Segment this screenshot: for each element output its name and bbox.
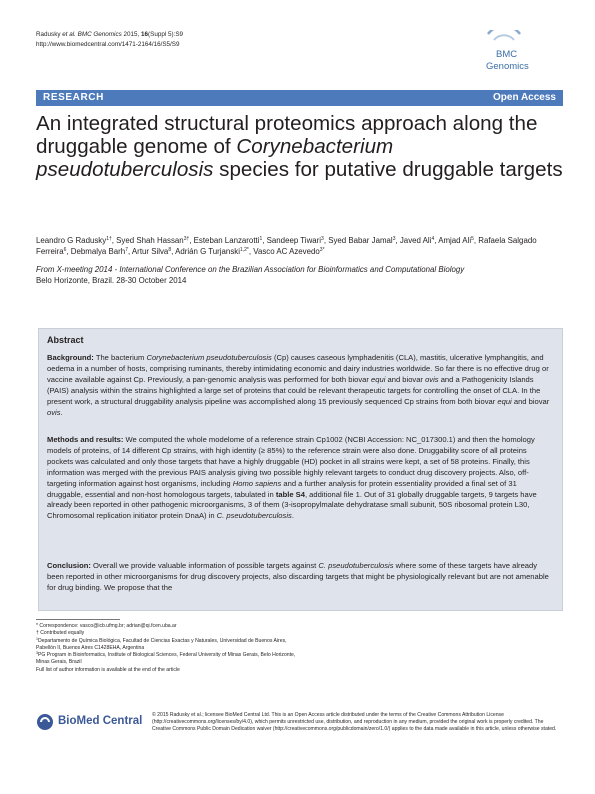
- affiliation-3: $^3$PG Program in Bioinformatics, Institute of Biological Sciences, Federal University of Minas Gerais, Belo Horizonte, Minas Gerais, Brazil: [36, 651, 296, 666]
- conference-name: From X-meeting 2014 - International Conference on the Brazilian Association for Bioinformatics and Computational Biology: [36, 265, 465, 274]
- open-access-label: Open Access: [493, 92, 556, 103]
- author-entry[interactable]: Artur Silva$^8$,: [131, 247, 176, 257]
- author-entry[interactable]: Syed Shah Hassan$^{3\dagger}$,: [116, 236, 194, 245]
- contributed-note: † Contributed equally: [36, 630, 85, 637]
- article-title: An integrated structural proteomics approach along the druggable genome of Corynebacterium pseudotuberculosis species for putative druggable targets: [36, 112, 563, 181]
- publisher-logo-mark: [36, 711, 56, 733]
- abstract-heading: Abstract: [47, 335, 84, 345]
- author-entry[interactable]: Rafaela Salgado Ferreira$^6$,: [36, 236, 537, 257]
- correspondence[interactable]: * Correspondence: vasco@icb.ufmg.br; adrian@qi.fcen.uba.ar: [36, 623, 177, 629]
- author-entry[interactable]: Syed Babar Jamal$^3$,: [328, 236, 400, 245]
- author-info-note: Full list of author information is available at the end of the article: [36, 666, 180, 673]
- article-url[interactable]: http://www.biomedcentral.com/1471-2164/16/S5/S9: [36, 41, 180, 48]
- running-citation: Radusky et al. BMC Genomics 2015, 16(Suppl 5):S9: [36, 31, 184, 38]
- author-entry[interactable]: Adrián G Turjanski$^{1,2*}$,: [175, 247, 254, 257]
- abstract-conclusion: Conclusion: Overall we provide valuable information of possible targets against C. pseudotuberculosis where some of these targets have already been reported in other microorganisms for drug discovery projects, also discarding targets that might be physiologically relevant but are not amenable for drug binding. We propose that the: [47, 561, 549, 592]
- abstract-methods: Methods and results: We computed the whole modelome of a reference strain Cp1002 (NCBI Accession: NC_017300.1) and then the homology models of proteins, of 14 different Cp strains, with high identity (≥ 85%) to the reference strain were also done. Druggability score of all proteins pockets was calculated and only those targets that have a highly druggable (HD) pocket in all strains were kept, a set of 58 proteins. Finally, this information was merged with the previous PAIS analysis giving two possible highly relevant targets to conduct drug discovery projects. Also, off-targeting information against host organisms, including Homo sapiens and a further analysis for protein essentiality provided a final set of 31 druggable, essential and non-host homologous targets, tabulated in table S4, additional file 1. Out of 31 globally druggable targets, 9 targets have already been reported in other pathogenic microorganisms, 3 of them (3-isopropylmalate dehydratase small subunit, 50S ribosomal protein L30, Chromosomal replication initiator protein DnaA) in C. pseudotuberculosis.: [47, 435, 537, 521]
- publisher-logo: [36, 711, 148, 735]
- author-entry[interactable]: Vasco AC Azevedo$^{3*}$: [253, 247, 325, 257]
- conference-place: Belo Horizonte, Brazil. 28-30 October 2014: [36, 276, 187, 286]
- abstract-background: Background: The bacterium Corynebacterium pseudotuberculosis (Cp) causes caseous lymphadenitis (CLA), mastitis, ulcerative lymphangitis, and oedema in a number of hosts, comprising ruminants, thereby intimidating economic and dairy industries worldwide. So far there is no effective drug or vaccine available against Cp. Previously, a pan-genomic analysis was performed for both biovar equi and biovar ovis and a Pathogenicity Islands (PAIS) analysis within the strains highlighted a large set of proteins that could be relevant therapeutic targets for controlling the onset of CLA. In the present work, a structural druggability analysis pipeline was accomplished along 15 previously sequenced Cp strains from both biovar equi and biovar ovis.: [47, 353, 550, 417]
- conference-info: [36, 264, 563, 287]
- abstract-box: [38, 328, 563, 611]
- author-entry[interactable]: Sandeep Tiwari$^3$,: [266, 236, 329, 245]
- affiliation-1: $^1$Departamento de Química Biológica, Facultad de Ciencias Exactas y Naturales, Universidad de Buenos Aires, Pabellón II, Buenos Aires C1428EHA, Argentina: [36, 636, 287, 651]
- journal-logo-bmc: BMC: [496, 49, 518, 60]
- author-entry[interactable]: Javed Ali$^4$,: [399, 236, 439, 245]
- author-entry[interactable]: Debmalya Barh$^7$,: [70, 247, 132, 257]
- journal-logo-genomics: Genomics: [486, 61, 529, 72]
- author-entry[interactable]: Leandro G Radusky$^{1\dagger}$,: [36, 236, 117, 245]
- author-entry[interactable]: Amjad Ali$^5$,: [438, 236, 479, 245]
- section-banner: [36, 90, 563, 106]
- copyright-notice: © 2015 Radusky et al.; licensee BioMed Central Ltd. This is an Open Access article distributed under the terms of the Creative Commons Attribution License (http://creativecommons.org/licenses/by/4.0), which permits unrestricted use, distribution, and reproduction in any medium, provided the original work is properly credited. The Creative Commons Public Domain Dedication waiver (http://creativecommons.org/publicdomain/zero/1.0/) applies to the data made available in this article, unless otherwise stated.: [152, 712, 557, 732]
- author-list: [36, 235, 563, 258]
- publisher-name: BioMed Central: [58, 715, 143, 727]
- author-entry[interactable]: Esteban Lanzarotti$^1$,: [193, 236, 267, 245]
- section-label: RESEARCH: [43, 92, 104, 103]
- footnotes: [36, 623, 296, 674]
- journal-logo: [480, 30, 564, 78]
- footnote-divider: [36, 619, 120, 620]
